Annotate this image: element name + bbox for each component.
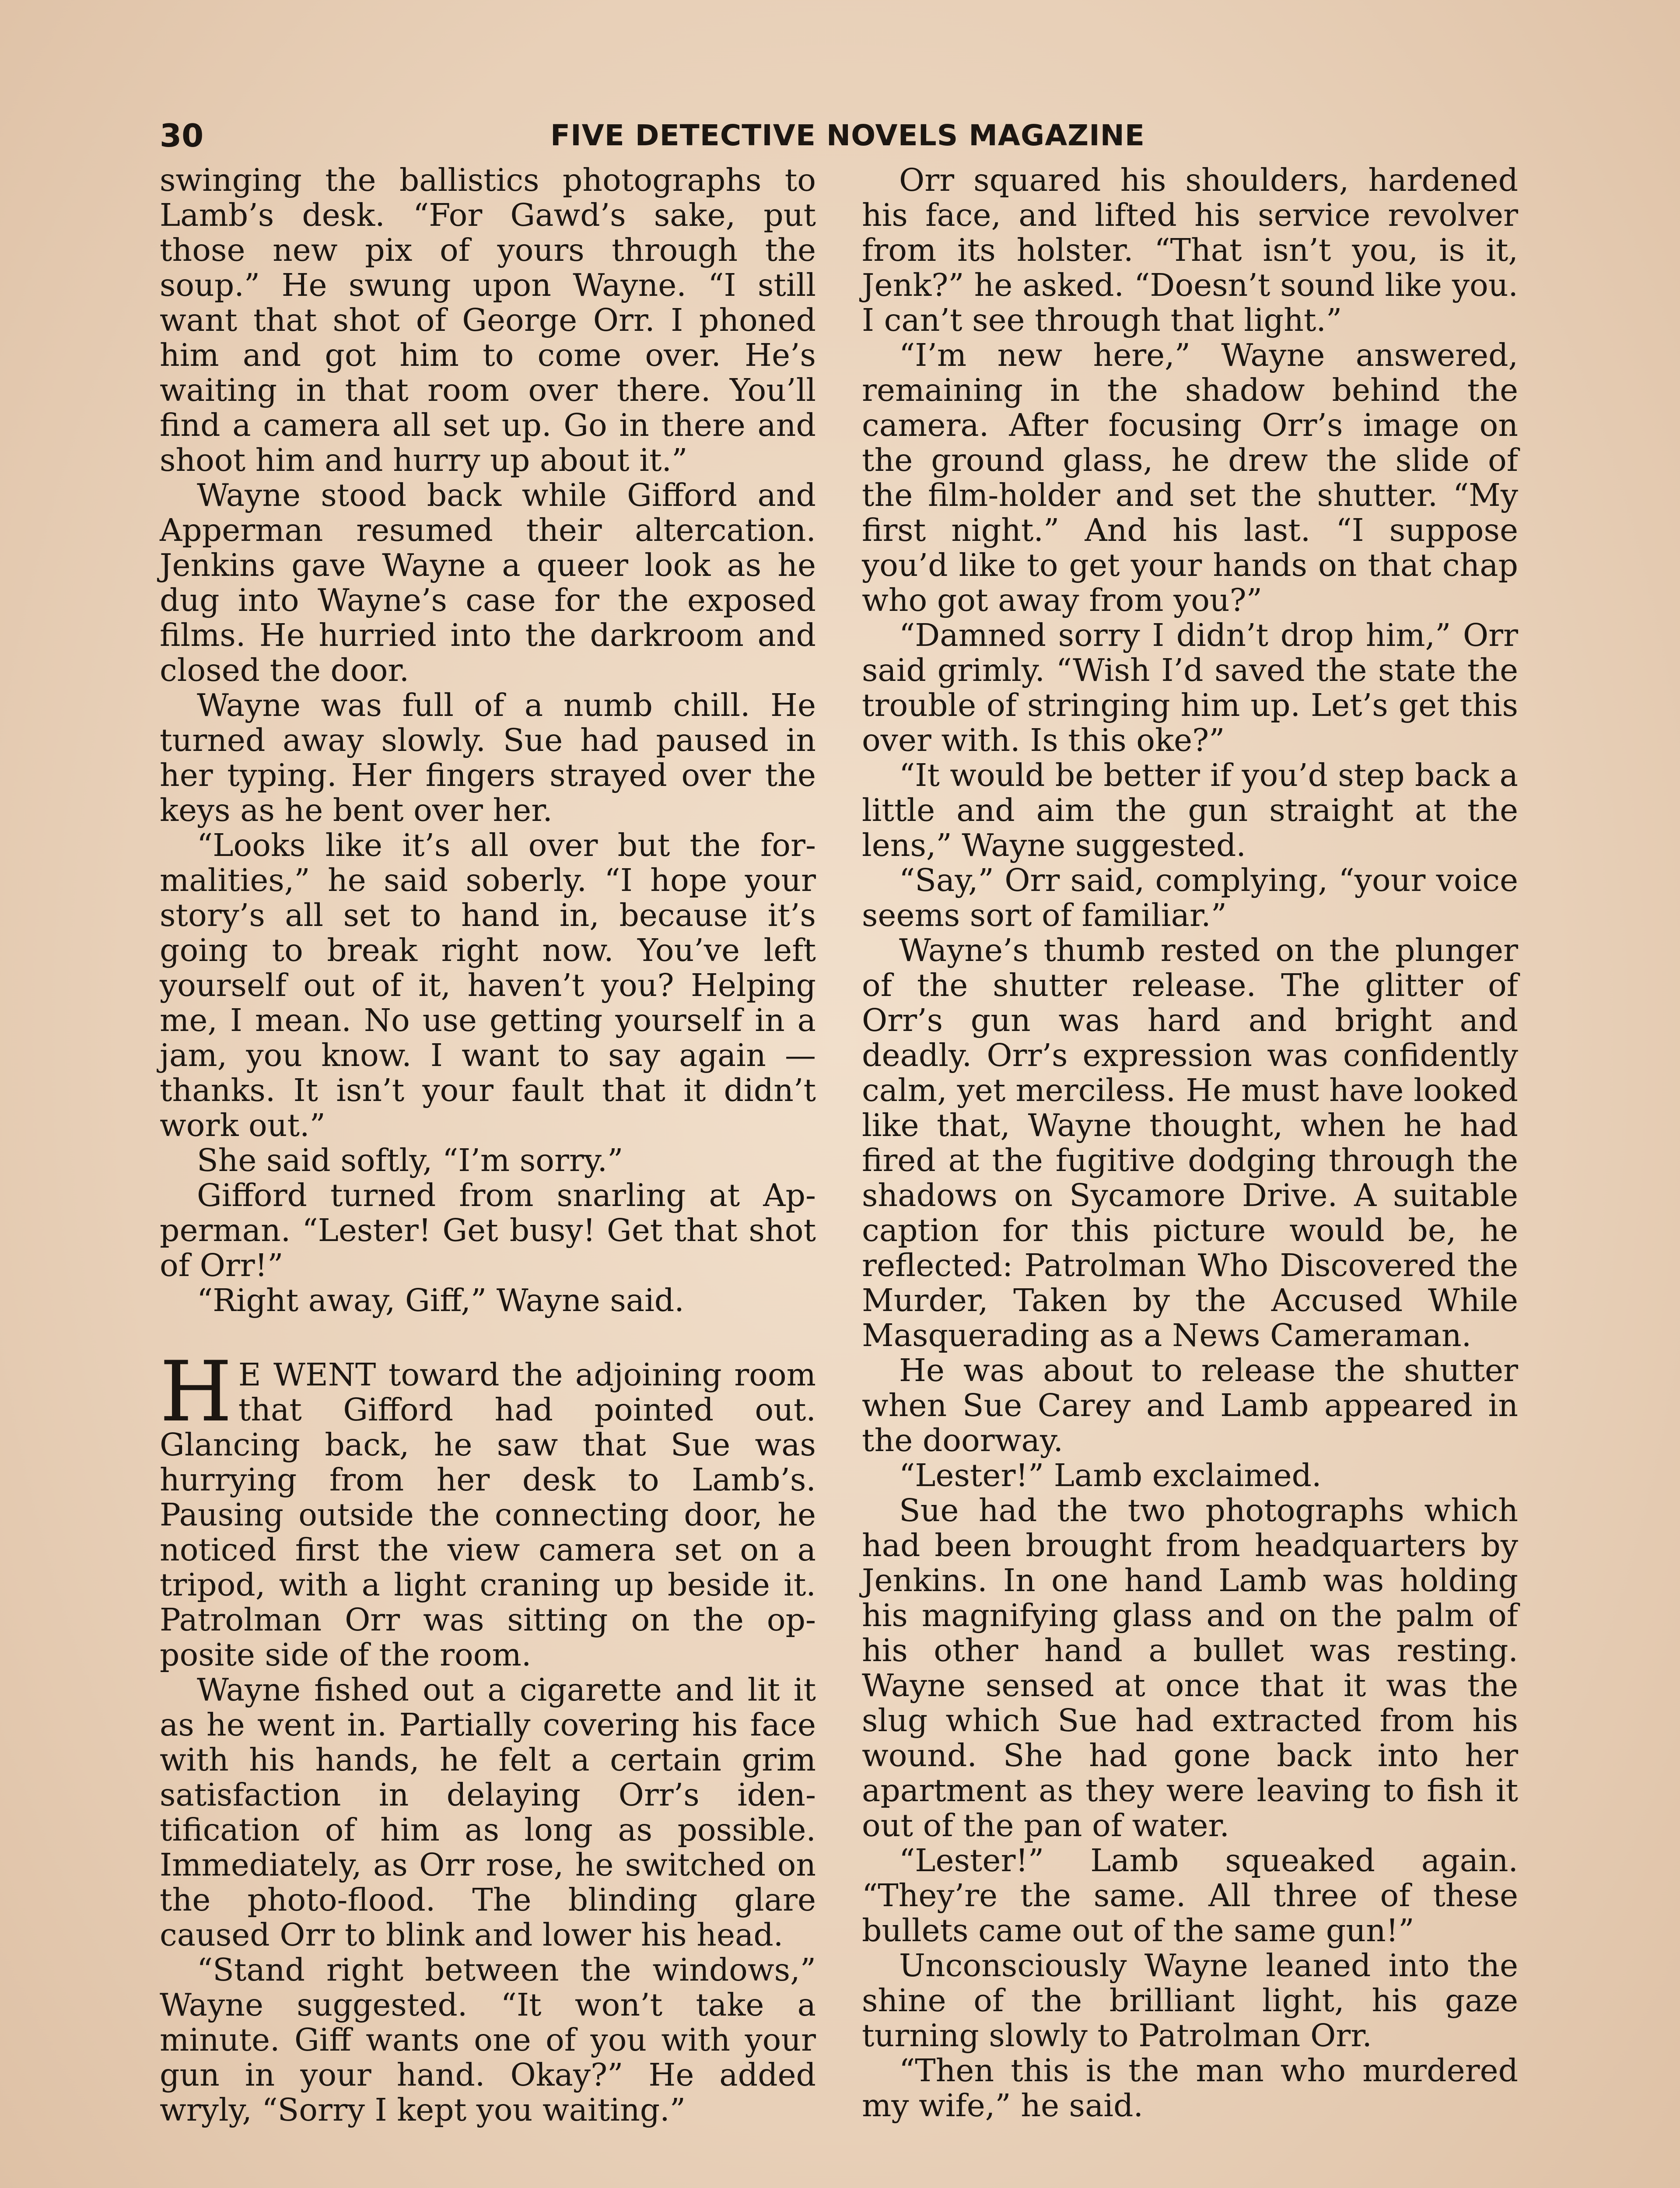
paragraph: Wayne was full of a numb chill. He turned away slowly. Sue had paused in her typing. Her fingers strayed over the keys as he bent over her.	[160, 687, 816, 828]
paragraph: “Looks like it’s all over but the formalities,” he said soberly. “I hope your story’s all set to hand in, because it’s going to break right now. You’ve left yourself out of it, haven’t you? Helping me, I mean. No use getting yourself in a jam, you know. I want to say again —thanks. It isn’t your fault that it didn’t work out.”	[160, 827, 816, 1143]
paragraph: Wayne’s thumb rested on the plunger of the shutter release. The glitter of Orr’s gun was hard and bright and deadly. Orr’s expression was confidently calm, yet merciless. He must have looked like that, Wayne thought, when he had fired at the fugitive dodging through the shadows on Sycamore Drive. A suitable caption for this picture would be, he reflected: Patrolman Who Discovered the Murder, Taken by the Accused While Masquerading as a News Cameraman.	[862, 932, 1518, 1353]
paragraph: swinging the ballistics photographs to Lamb’s desk. “For Gawd’s sake, put those new pix of yours through the soup.” He swung upon Wayne. “I still want that shot of George Orr. I phoned him and got him to come over. He’s waiting in that room over there. You’ll find a camera all set up. Go in there and shoot him and hurry up about it.”	[160, 162, 816, 478]
page-header	[160, 112, 1536, 164]
paragraph: “Then this is the man who murdered my wife,” he said.	[862, 2052, 1518, 2124]
paragraph: Sue had the two photographs which had been brought from headquarters by Jenkins. In one hand Lamb was holding his magnifying glass and on the palm of his other hand a bullet was resting. Wayne sensed at once that it was the slug which Sue had extracted from his wound. She had gone back into her apartment as they were leaving to fish it out of the pan of water.	[862, 1492, 1518, 1844]
page-number: 30	[160, 117, 204, 154]
paragraph: He was about to release the shutter when Sue Carey and Lamb appeared in the doorway.	[862, 1352, 1518, 1459]
drop-cap: H	[160, 1343, 232, 1440]
paragraph: “Damned sorry I didn’t drop him,” Orr said grimly. “Wish I’d saved the state the trouble of stringing him up. Let’s get this over with. Is this oke?”	[862, 617, 1518, 758]
drop-cap-paragraph	[160, 1343, 816, 1673]
left-column	[160, 163, 816, 2128]
paragraph: Gifford turned from snarling at Apperman. “Lester! Get busy! Get that shot of Orr!”	[160, 1177, 816, 1283]
paragraph: “Right away, Giff,” Wayne said.	[197, 1282, 684, 1318]
paragraph: “Lester!” Lamb squeaked again. “They’re the same. All three of these bullets came out of the same gun!”	[862, 1842, 1518, 1949]
drop-paragraph-text: toward the adjoining room that Gifford had pointed out. Glancing back, he saw that Sue was hurrying from her desk to Lamb’s. Pausing outside the connecting door, he noticed first the view camera set on a tripod, with a light craning up beside it. Patrolman Orr was sitting on the opposite side of the room.	[160, 1357, 816, 1673]
paragraph: Wayne fished out a cigarette and lit it as he went in. Partially covering his face with his hands, he felt a certain grim satisfaction in delaying Orr’s identification of him as long as possible. Immediately, as Orr rose, he switched on the photo-flood. The blinding glare caused Orr to blink and lower his head.	[160, 1672, 816, 1953]
paragraph: “It would be better if you’d step back a little and aim the gun straight at the lens,” Wayne suggested.	[862, 757, 1518, 863]
paragraph: Unconsciously Wayne leaned into the shine of the brilliant light, his gaze turning slowly to Patrolman Orr.	[862, 1947, 1518, 2054]
drop-paragraph-lead: E WENT	[238, 1357, 376, 1393]
paragraph: Orr squared his shoulders, hardened his face, and lifted his service revolver from its holster. “That isn’t you, is it, Jenk?” he asked. “Doesn’t sound like you. I can’t see through that light.”	[862, 162, 1518, 338]
paragraph: She said softly, “I’m sorry.”	[197, 1142, 623, 1178]
running-head: FIVE DETECTIVE NOVELS MAGAZINE	[550, 119, 1145, 152]
paragraph: “Lester!” Lamb exclaimed.	[899, 1457, 1322, 1494]
paragraph: Wayne stood back while Gifford and Apperman resumed their altercation. Jenkins gave Wayne a queer look as he dug into Wayne’s case for the exposed films. He hurried into the darkroom and closed the door.	[160, 477, 816, 688]
right-column	[862, 163, 1518, 2123]
paragraph: “Say,” Orr said, complying, “your voice seems sort of familiar.”	[862, 862, 1518, 933]
paragraph: “Stand right between the windows,” Wayne suggested. “It won’t take a minute. Giff wants one of you with your gun in your hand. Okay?” He added wryly, “Sorry I kept you waiting.”	[160, 1952, 816, 2128]
paragraph: “I’m new here,” Wayne answered, remaining in the shadow behind the camera. After focusing Orr’s image on the ground glass, he drew the slide of the film-holder and set the shutter. “My first night.” And his last. “I suppose you’d like to get your hands on that chap who got away from you?”	[862, 337, 1518, 618]
